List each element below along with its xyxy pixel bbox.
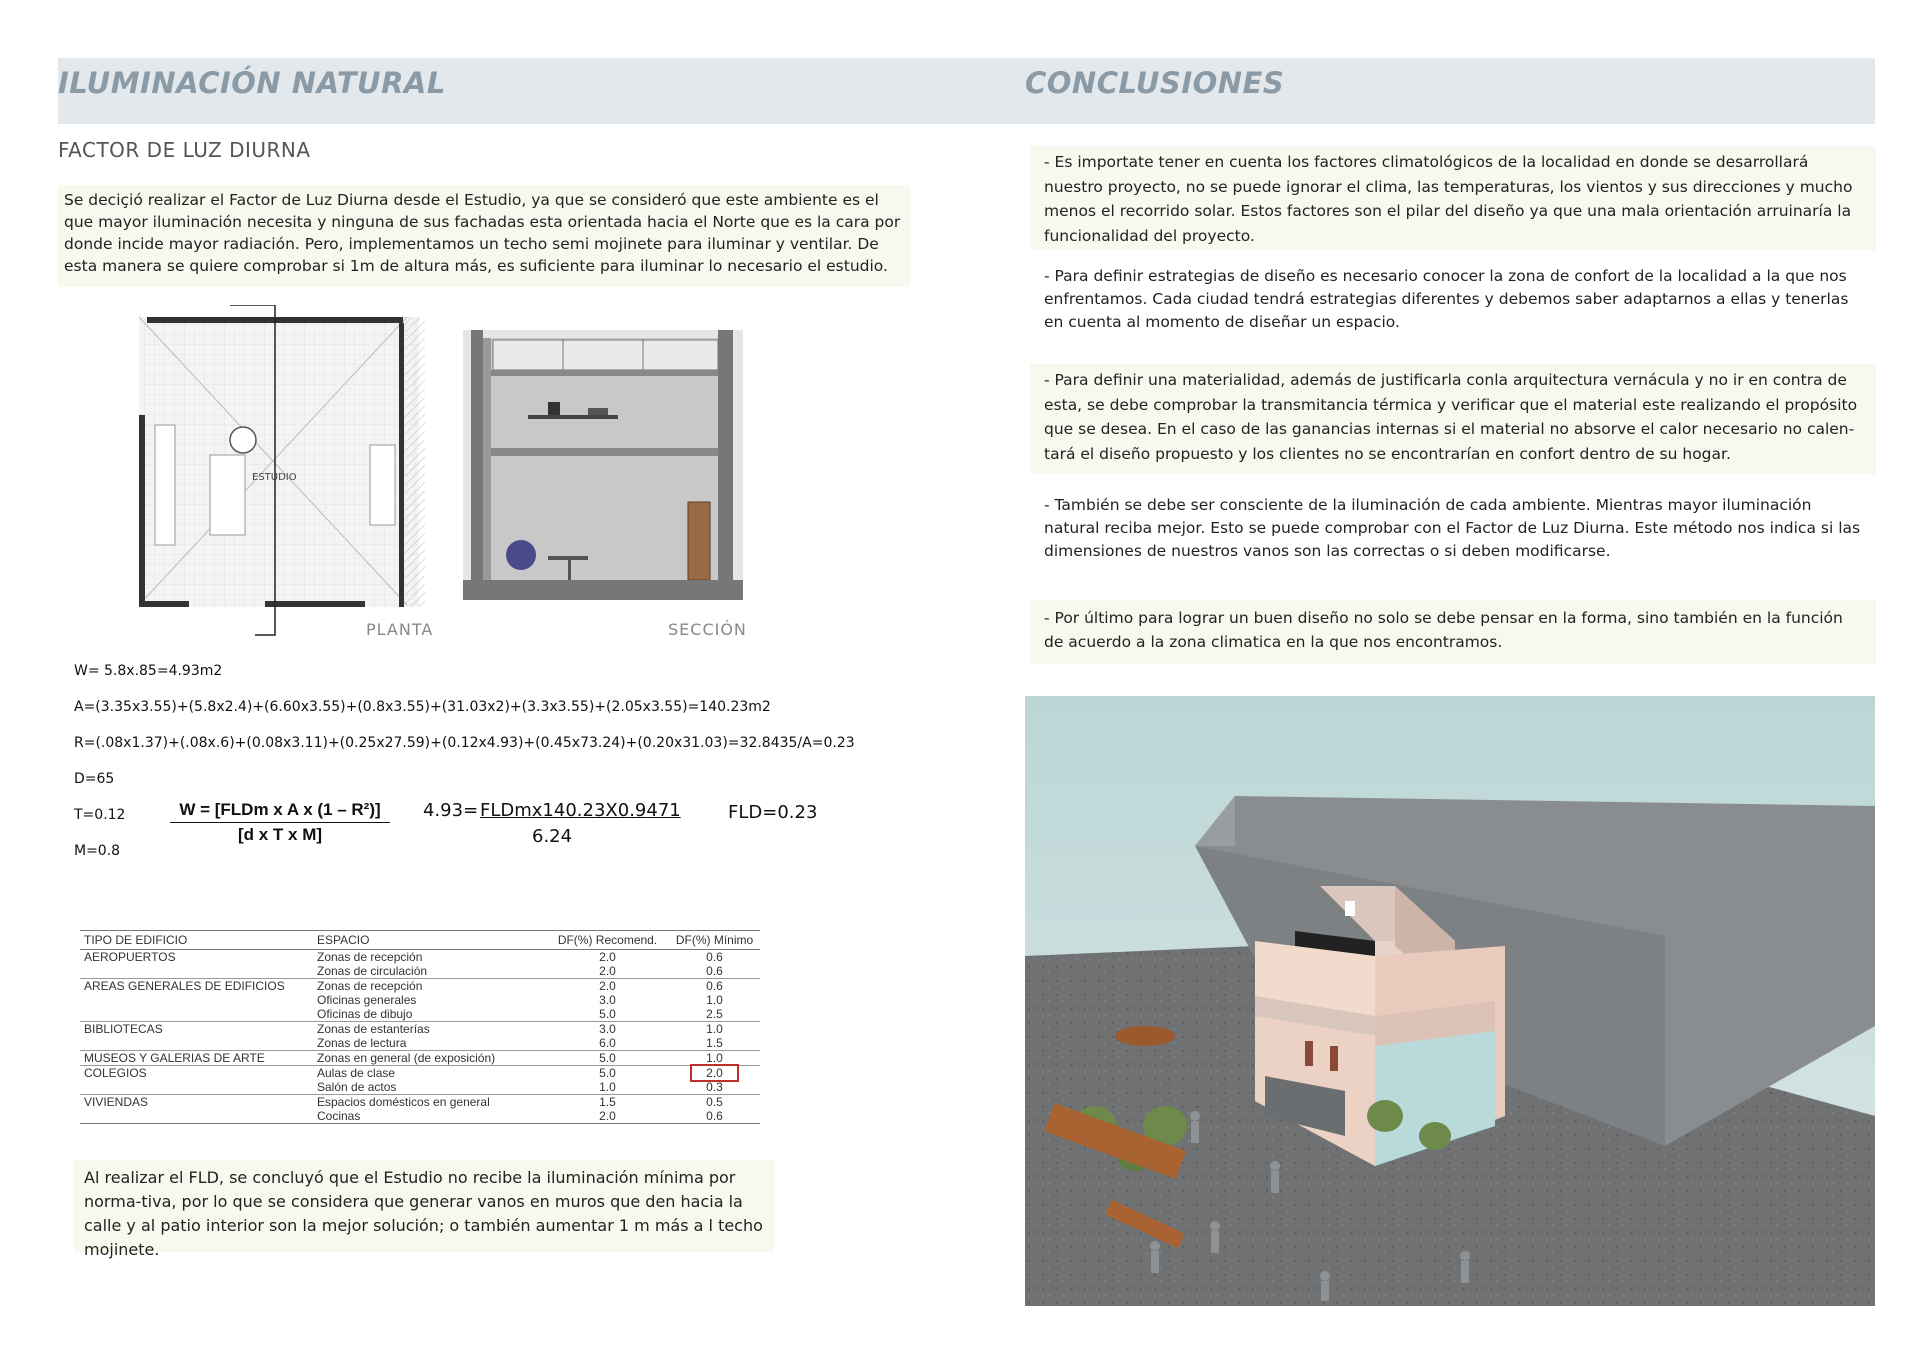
table-cell: 1.0 (599, 1080, 616, 1094)
table-cell: 3.0 (546, 1022, 669, 1037)
table-cell: 5.0 (599, 1007, 616, 1021)
section-subtitle: FACTOR DE LUZ DIURNA (58, 138, 311, 162)
general-formula-denominator: [d x T x M] (237, 825, 323, 844)
table-row (80, 1080, 760, 1095)
formula-m: M=0.8 (74, 843, 121, 859)
table-cell: 2.0 (599, 950, 616, 964)
table-cell: COLEGIOS (80, 1066, 313, 1081)
table-cell: 6.0 (599, 1036, 616, 1050)
table-row (80, 1022, 760, 1037)
formula-t: T=0.12 (74, 807, 126, 823)
table-cell: Zonas de lectura (317, 1036, 407, 1050)
table-row (80, 1007, 760, 1022)
table-header: TIPO DE EDIFICIO (80, 931, 313, 950)
table-row (80, 1066, 760, 1081)
table-row (80, 1051, 760, 1066)
table-header: ESPACIO (313, 931, 546, 950)
conclusion-paragraph-2: - Para definir estrategias de diseño es necesario conocer la zona de confort de la localidad a la que nos enfrentamos. Cada ciudad tendrá estrategias diferentes y debemos saber adaptarnos a ellas y tenerlas en cuenta al momento de diseñar un espacio. (1030, 261, 1876, 335)
table-cell (80, 993, 313, 1007)
formula-r: R=(.08x1.37)+(.08x.6)+(0.08x3.11)+(0.25x27.59)+(0.12x4.93)+(0.45x73.24)+(0.20x31.03)=32.8435/A=0.23 (74, 735, 855, 751)
table-cell: Zonas de circulación (317, 964, 428, 978)
table-cell: Salón de actos (317, 1080, 397, 1094)
section-caption: SECCIÓN (668, 620, 747, 639)
table-header: DF(%) Recomend. (546, 931, 669, 950)
plan-room-label: ESTUDIO (252, 472, 297, 483)
formula-d: D=65 (74, 771, 115, 787)
table-row (80, 964, 760, 979)
table-cell: Cocinas (313, 1109, 546, 1124)
table-cell (80, 1109, 313, 1124)
table-cell: 0.6 (706, 964, 723, 978)
table-cell: AREAS GENERALES DE EDIFICIOS (80, 979, 313, 994)
left-title: ILUMINACIÓN NATURAL (58, 66, 446, 100)
table-cell: Zonas de recepción (313, 979, 546, 994)
table-cell: 1.0 (706, 993, 723, 1007)
table-cell (80, 1080, 313, 1095)
table-row (80, 993, 760, 1007)
table-cell: 0.5 (669, 1095, 760, 1110)
table-cell (80, 1036, 313, 1051)
conclusion-paragraph-4: - También se debe ser consciente de la iluminación de cada ambiente. Mientras mayor iluminación natural reciba mejor. Esto se puede comprobar con el Factor de Luz Diurna. Este método nos indica si las dimensiones de nuestros vanos son las correctas o si deben modificarse. (1030, 490, 1876, 570)
table-cell: 0.6 (669, 979, 760, 994)
plan-caption: PLANTA (366, 620, 434, 639)
table-cell: 2.0 (599, 964, 616, 978)
table-cell: 0.6 (669, 1109, 760, 1124)
calc-prefix: 4.93= (423, 800, 479, 821)
table-row (80, 1036, 760, 1051)
building-render-image (1025, 696, 1875, 1306)
table-cell: 1.5 (706, 1036, 723, 1050)
table-cell: 0.3 (706, 1080, 723, 1094)
table-cell (80, 1007, 313, 1022)
table-cell: Espacios domésticos en general (313, 1095, 546, 1110)
table-header: DF(%) Mínimo (669, 931, 760, 950)
general-formula (170, 800, 390, 845)
table-cell: 5.0 (546, 1066, 669, 1081)
highlighted-minimum-value: 2.0 (692, 1066, 737, 1080)
table-cell: 1.0 (669, 1022, 760, 1037)
table-row (80, 1109, 760, 1124)
conclusion-paragraph-5: - Por último para lograr un buen diseño no solo se debe pensar en la forma, sino también en la función de acuerdo a la zona climatica en la que nos encontramos. (1030, 600, 1876, 664)
calc-denominator: 6.24 (532, 826, 573, 847)
table-cell: 2.0 (546, 979, 669, 994)
table-cell: VIVIENDAS (80, 1095, 313, 1110)
table-cell: 1.0 (669, 1051, 760, 1066)
table-cell: 2.5 (706, 1007, 723, 1021)
table-cell: 1.5 (546, 1095, 669, 1110)
section-drawing (463, 330, 743, 600)
table-cell: AEROPUERTOS (84, 950, 176, 964)
table-cell: Zonas de estanterías (313, 1022, 546, 1037)
table-cell: Oficinas generales (317, 993, 417, 1007)
daylight-factor-table (80, 930, 760, 1124)
fld-result: FLD=0.23 (728, 802, 818, 823)
table-cell: 5.0 (546, 1051, 669, 1066)
calc-numerator: FLDmx140.23X0.9471 (480, 800, 681, 821)
table-cell: Aulas de clase (313, 1066, 546, 1081)
general-formula-numerator: W = [FLDm x A x (1 – R²)] (170, 800, 390, 823)
floor-plan-drawing (135, 305, 435, 640)
table-cell: 2.0 (546, 1109, 669, 1124)
table-cell: 3.0 (599, 993, 616, 1007)
table-cell: Zonas de recepción (317, 950, 423, 964)
conclusion-paragraph-3: - Para definir una materialidad, además de justificarla conla arquitectura vernácula y no ir en contra de esta, se debe comprobar la transmitancia térmica y verificar que el material este realizando el propósito que se desea. En el caso de las ganancias internas si el material no absorve el calor necesario no calen-tará el diseño propuesto y los clientes no se encontrarían en confort dentro de su hogar. (1030, 364, 1876, 474)
table-cell: MUSEOS Y GALERIAS DE ARTE (80, 1051, 313, 1066)
fld-conclusion: Al realizar el FLD, se concluyó que el Estudio no recibe la iluminación mínima por norma-tiva, por lo que se considera que generar vanos en muros que den hacia la calle y al patio interior son la mejor solución; o también aumentar 1 m más a l techo mojinete. (74, 1160, 774, 1252)
table-cell: BIBLIOTECAS (80, 1022, 313, 1037)
table-cell: Zonas en general (de exposición) (313, 1051, 546, 1066)
conclusion-paragraph-1: - Es importate tener en cuenta los factores climatológicos de la localidad en donde se desarrollará nuestro proyecto, no se puede ignorar el clima, las temperaturas, los vientos y sus direcciones y mucho menos el recorrido solar. Estos factores son el pilar del diseño ya que una mala orientación arruinaría la funcionalidad del proyecto. (1030, 146, 1876, 250)
table-cell (80, 964, 313, 979)
formula-w: W= 5.8x.85=4.93m2 (74, 663, 223, 679)
table-cell: Oficinas de dibujo (317, 1007, 413, 1021)
table-cell: 0.6 (706, 950, 723, 964)
formula-a: A=(3.35x3.55)+(5.8x2.4)+(6.60x3.55)+(0.8x3.55)+(31.03x2)+(3.3x3.55)+(2.05x3.55)=140.23m2 (74, 699, 771, 715)
right-title: CONCLUSIONES (1025, 66, 1285, 100)
intro-paragraph: Se deciçió realizar el Factor de Luz Diurna desde el Estudio, ya que se consideró que este ambiente es el que mayor iluminación necesita y ninguna de sus fachadas esta orientada hacia el Norte que es la cara por donde incide mayor radiación. Pero, implementamos un techo semi mojinete para iluminar y ventilar. De esta manera se quiere comprobar si 1m de altura más, es suficiente para iluminar lo necesario el estudio. (58, 185, 910, 287)
table-row (80, 1095, 760, 1110)
table-row (80, 979, 760, 994)
table-row (80, 950, 760, 965)
